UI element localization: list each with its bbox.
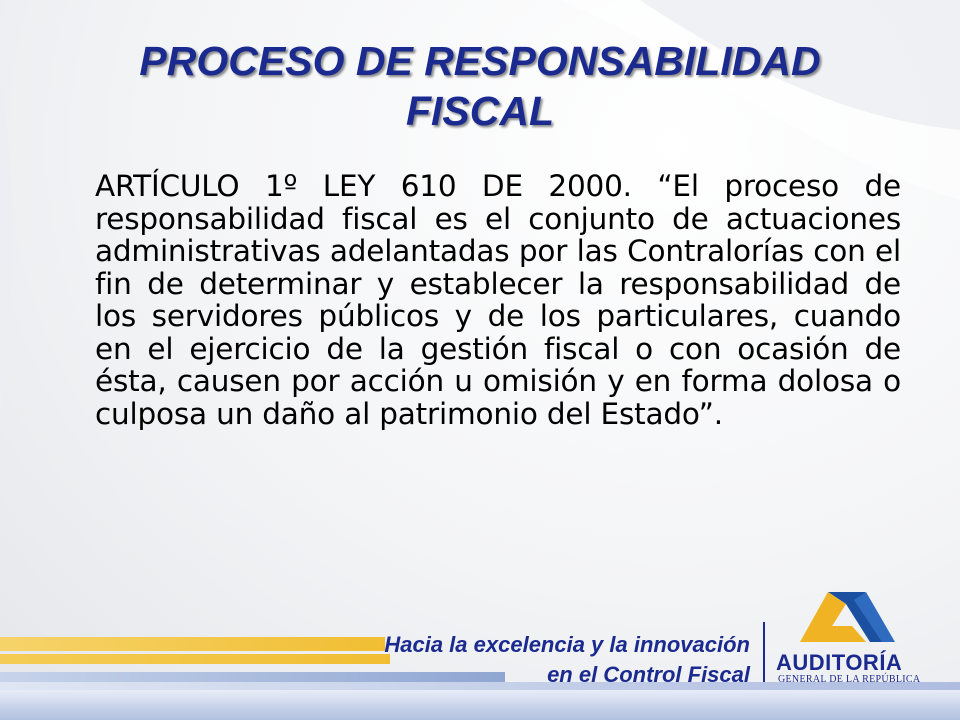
slide-title: [40, 36, 920, 136]
slogan-line1: Hacia la excelencia y la innovación: [384, 632, 750, 657]
footer-divider: [763, 622, 765, 682]
slogan-line2: en el Control Fiscal: [547, 662, 750, 687]
blue-band-base: [0, 690, 960, 720]
logo-subtitle: GENERAL DE LA REPÚBLICA: [778, 674, 921, 685]
logo-name: AUDITORÍA: [776, 650, 903, 675]
slide-title-line2: FISCAL: [405, 88, 555, 134]
footer-banner: [0, 590, 960, 720]
slide-title-line1: PROCESO DE RESPONSABILIDAD: [139, 38, 821, 84]
yellow-band-top: [0, 637, 385, 651]
article-text: ARTÍCULO 1º LEY 610 DE 2000. “El proceso de responsabilidad fiscal es el conjunto de actuaciones administrativas adelantadas por las Contralorías con el fin de determinar y establecer la responsabilidad de los servidores públicos y de los particulares, cuando en el ejercicio de la gestión fiscal o con ocasión de ésta, causen por acción u omisión y en forma dolosa o culposa un daño al patrimonio del Estado”.: [95, 169, 901, 431]
